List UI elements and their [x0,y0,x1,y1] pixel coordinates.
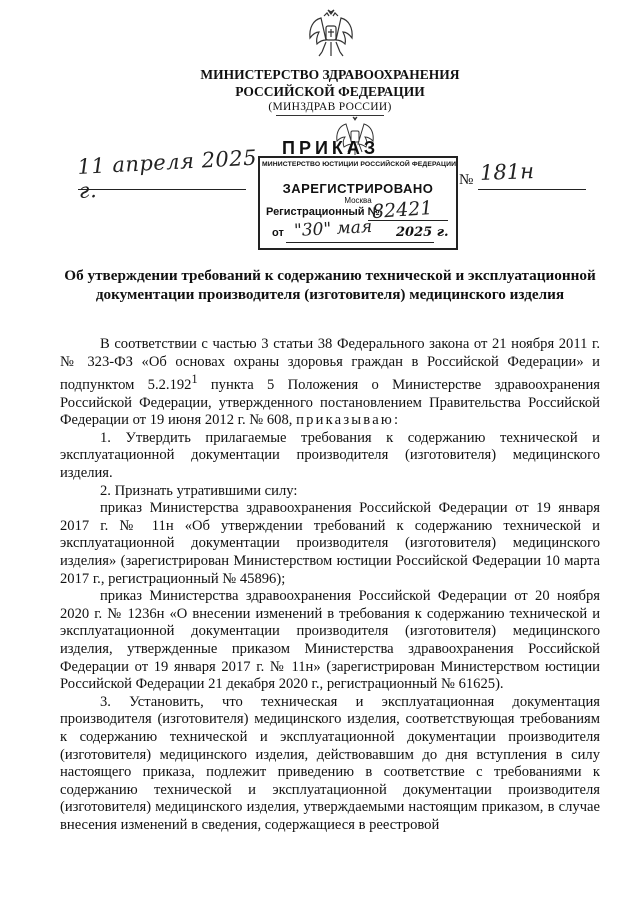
title-line1: Об утверждении требований к содержанию технической и эксплуатационной [64,267,596,284]
order-number-handwritten: 181н [479,159,535,185]
ministry-name-line2: РОССИЙСКОЙ ФЕДЕРАЦИИ [235,84,425,99]
paragraph-repealed-order-2: приказ Министерства здравоохранения Российской Федерации от 20 ноября 2020 г. № 1236н «О внесении изменений в требования к содержанию технической и эксплуатационной документации производителя (изготовителя) медицинского изделия, утвержденные приказом Министерства здравоохранения Российской Федерации от 19 января 2017 г. № 11н» (зарегистрирован Министерством юстиции Российской Федерации 21 декабря 2020 г., регистрационный № 61625). [60,588,600,693]
order-word: ПРИКАЗ [282,138,380,158]
stamp-regno-line [368,220,448,221]
stamp-date-year: 2025 г. [396,225,449,240]
registration-stamp [258,156,458,250]
stamp-date-line [286,242,434,243]
stamp-registered: ЗАРЕГИСТРИРОВАНО [282,181,434,196]
paragraph-preamble [60,336,600,430]
stamp-regno-value: 82421 [371,196,434,224]
stamp-date-day-month: "30" мая [293,216,373,242]
order-number-line [478,189,586,190]
title-line2: документации производителя (изготовителя) медицинского изделия [95,286,565,303]
document-title [60,266,600,304]
paragraph-item-3: 3. Установить, что техническая и эксплуатационная документация производителя (изготовителя) медицинского изделия, соответствующая требованиям к содержанию технической и эксплуатационной документации производителя (изготовителя) медицинского изделия, действовавшим до дня вступления в силу настоящего приказа, подлежит приведению в соответствие с требованиями к содержанию технической и эксплуатационной документации производителя (изготовителя) медицинского изделия, утверждаемыми настоящим приказом, в случае внесения изменений в сведения, содержащиеся в реестровой [60,693,600,833]
order-date-handwritten: 11 апреля 2025 г. [76,145,258,203]
order-verb: приказываю: [296,412,401,429]
paragraph-repealed-order-1: приказ Министерства здравоохранения Российской Федерации от 19 января 2017 г. № 11н «Об утверждении требований к содержанию технической и эксплуатационной документации производителя (изготовителя) медицинского изделия» (зарегистрирован Министерством юстиции Российской Федерации 10 марта 2017 г., регистрационный № 45896); [60,500,600,587]
stamp-city: Москва [344,196,372,205]
paragraph-item-1: 1. Утвердить прилагаемые требования к содержанию технической и эксплуатационной документации производителя (изготовителя) медицинского изделия. [60,429,600,482]
paragraph-item-2: 2. Признать утратившими силу: [100,482,298,499]
preamble-text2: пункта 5 Положения о Министерстве здравоохранения Российской Федерации, утвержденного постановлением Правительства Российской Федерации от 19 июня 2012 г. № 608, [60,377,601,429]
stamp-date-prefix: от [272,227,284,239]
document-body [60,336,600,834]
ministry-short-name: (МИНЗДРАВ РОССИИ) [268,101,392,113]
ministry-name-line1: МИНИСТЕРСТВО ЗДРАВООХРАНЕНИЯ [200,67,460,82]
order-number-label: № [459,172,474,188]
footnote-mark: 1 [191,372,198,387]
russian-coat-of-arms-icon [306,8,356,62]
stamp-ministry: МИНИСТЕРСТВО ЮСТИЦИИ РОССИЙСКОЙ ФЕДЕРАЦИИ [262,161,457,168]
preamble-text: В соответствии с частью 3 статьи 38 Федерального закона от 21 ноября 2011 г. № 323-ФЗ «Об основах охраны здоровья граждан в Российской Федерации» и подпунктом 5.2.192 [60,336,600,394]
stamp-regno-label: Регистрационный № [266,206,380,218]
order-date-line [78,189,246,190]
